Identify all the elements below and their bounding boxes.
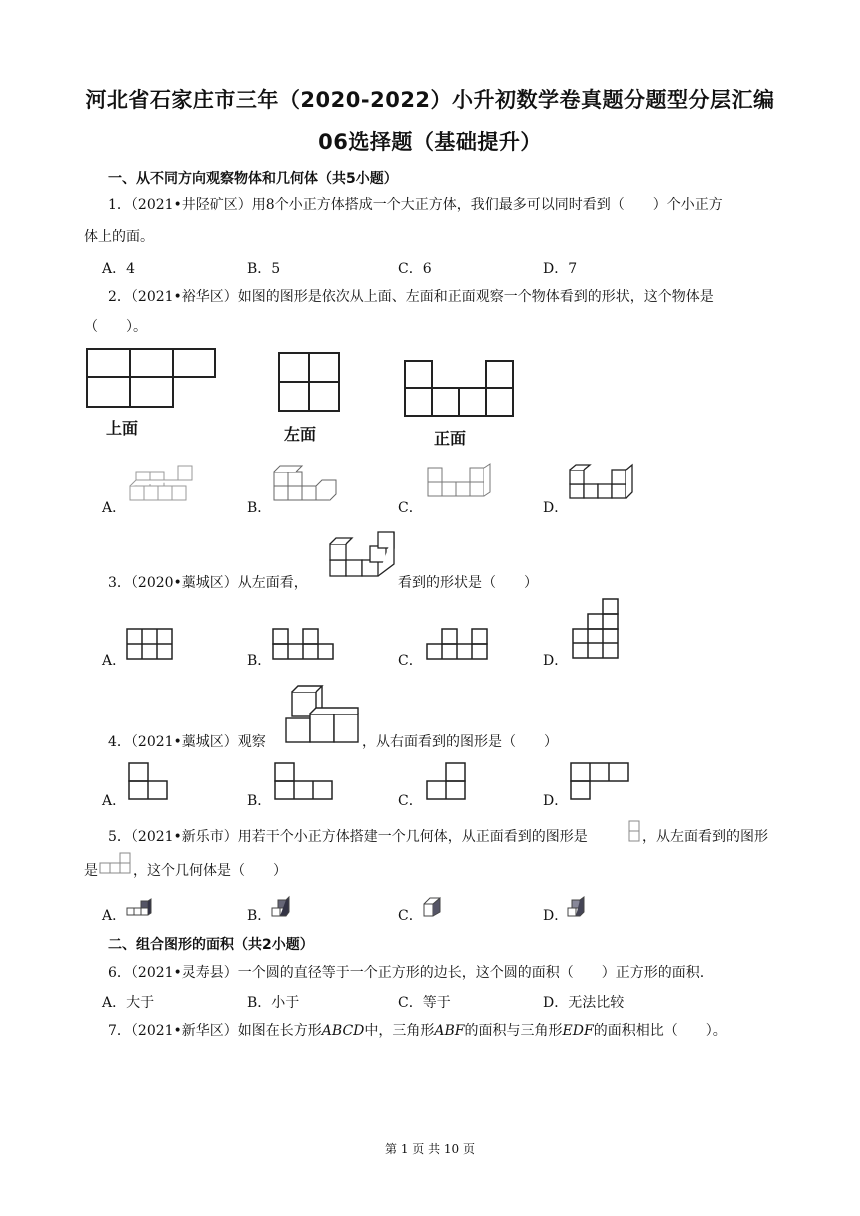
q2-option-a-cubes [126,462,198,508]
doc-title-line1: 河北省石家庄市三年（2020-2022）小升初数学卷真题分题型分层汇编 [85,88,775,112]
q3-option-a-figure [126,628,176,662]
q3-option-c: C． [398,653,423,669]
doc-title-line2: 06选择题（基础提升） [318,130,542,154]
q4-option-d-figure [570,762,632,802]
q7-text-part2: 中，三角形 [364,1023,435,1039]
q7-text-part1: 7．（2021•新华区）如图在长方形 [108,1023,322,1039]
q1-option-c: C．6 [398,261,432,277]
section-heading-1: 一、从不同方向观察物体和几何体（共5小题） [108,171,398,187]
q2-top-view-figure [86,348,218,410]
q2-text-line2: （ ）。 [84,319,147,335]
page-footer: 第 1 页 共 10 页 [385,1142,475,1156]
q3-solid-figure [326,530,398,580]
q3-option-b: B． [247,653,272,669]
section-heading-2: 二、组合图形的面积（共2小题） [108,937,314,953]
q6-option-a: A．大于 [102,995,155,1011]
q2-label-top: 上面 [106,419,139,438]
q4-option-c: C． [398,793,423,809]
q6-text-line1: 6．（2021•灵寿县）一个圆的直径等于一个正方形的边长，这个圆的面积（ ）正方形的面积. [108,965,705,981]
q2-label-left: 左面 [284,425,317,444]
q5-text-line1: 5．（2021•新乐市）用若干个小正方体搭建一个几何体，从正面看到的图形是 [108,829,588,845]
q7-triangle-edf: EDF [562,1023,594,1039]
q2-option-d: D． [543,500,569,516]
q2-option-b-cubes [270,460,344,506]
q5-option-c: C． [398,908,423,924]
q4-solid-figure [284,684,360,746]
q5-front-view-figure [628,820,642,844]
q3-option-d: D． [543,653,569,669]
q5-text-line2-suffix: ，这个几何体是（ ） [133,863,287,879]
q5-option-a-cubes [126,898,152,920]
q4-option-b-figure [274,762,336,802]
q7-text-part3: 的面积与三角形 [464,1023,563,1039]
q6-option-d: D．无法比较 [543,995,625,1011]
q1-option-a: A．4 [102,261,136,277]
q3-option-b-figure [272,628,336,662]
q5-text-line1-end: ，从左面看到的图形 [642,829,768,845]
q5-option-c-cubes [422,896,444,920]
q2-label-front: 正面 [434,429,467,448]
q4-option-a: A． [102,793,127,809]
q5-option-a: A． [102,908,127,924]
q6-option-c: C．等于 [398,995,451,1011]
q7-rect-abcd: ABCD [321,1023,365,1039]
q2-left-view-figure [278,352,342,414]
q2-option-a: A． [102,500,127,516]
q5-option-d-cubes [566,896,588,920]
q4-option-b: B． [247,793,272,809]
q1-text-line2: 体上的面。 [84,229,154,245]
q3-text-prefix: 3．（2020•藁城区）从左面看， [108,575,308,591]
q5-text-line2-prefix: 是 [84,863,98,879]
q4-option-a-figure [128,762,170,802]
q4-option-c-figure [426,762,468,802]
q2-option-b: B． [247,500,272,516]
q7-text-part4: 的面积相比（ ）。 [593,1023,727,1039]
q5-option-b-cubes [270,896,292,920]
q6-option-b: B．小于 [247,995,300,1011]
q7-text-line1 [108,1020,727,1042]
q5-option-d: D． [543,908,569,924]
q5-option-b: B． [247,908,272,924]
q3-text-suffix: 看到的形状是（ ） [398,575,538,591]
q4-text-suffix: ，从右面看到的图形是（ ） [362,734,558,750]
q1-option-b: B．5 [247,261,281,277]
q1-text-line1: 1．（2021•井陉矿区）用8个小正方体搭成一个大正方体，我们最多可以同时看到（ ）个小正方 [108,197,723,213]
q7-triangle-abf: ABF [434,1023,465,1039]
q3-option-a: A． [102,653,127,669]
q5-left-view-figure [99,852,133,876]
q2-front-view-figure [404,360,516,418]
q2-option-c: C． [398,500,423,516]
q3-option-d-figure [572,598,622,662]
q2-text-line1: 2．（2021•裕华区）如图的图形是依次从上面、左面和正面观察一个物体看到的形状，这个物体是 [108,289,714,305]
q4-option-d: D． [543,793,569,809]
q2-option-d-cubes [566,462,636,506]
q3-option-c-figure [426,628,490,662]
q2-option-c-cubes [424,462,494,504]
q4-text-prefix: 4．（2021•藁城区）观察 [108,734,266,750]
q1-option-d: D．7 [543,261,578,277]
